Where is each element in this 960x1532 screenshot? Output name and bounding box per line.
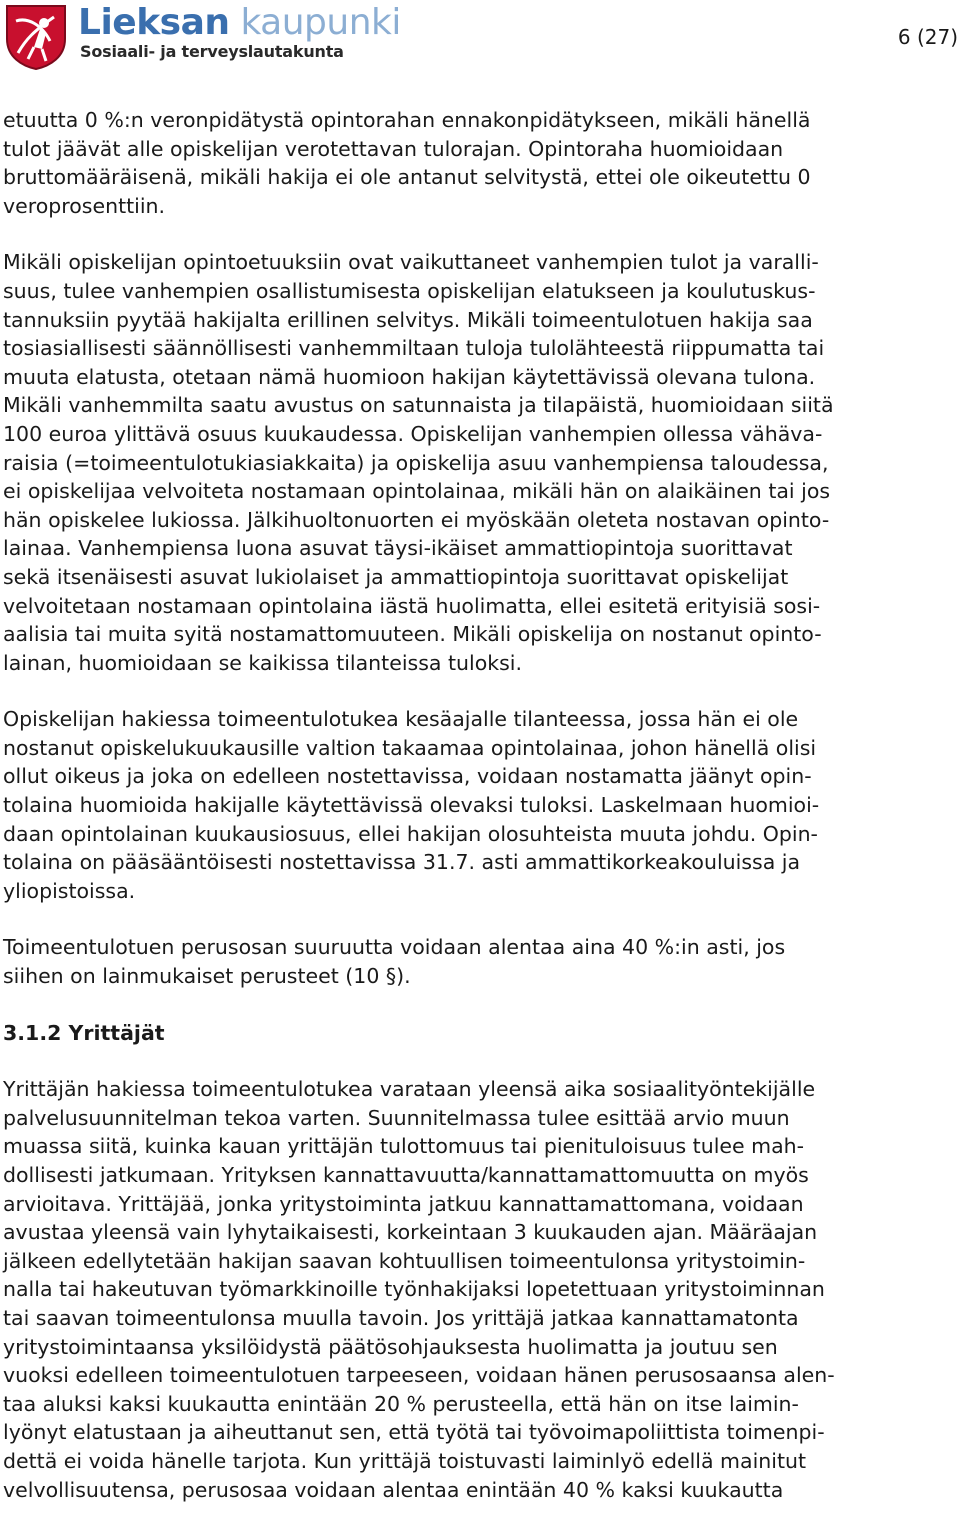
text-line: hän opiskelee lukiossa. Jälkihuoltonuorten ei myöskään oleteta nostavan opinto- xyxy=(3,507,830,532)
text-line: ei opiskelijaa velvoiteta nostamaan opintolainaa, mikäli hän on alaikäinen tai jos xyxy=(3,479,831,504)
section-heading: 3.1.2 Yrittäjät xyxy=(3,1020,165,1045)
text-line: bruttomääräisenä, mikäli hakija ei ole antanut selvitystä, ettei ole oikeutettu 0 xyxy=(3,165,811,190)
text-line: ollut oikeus ja joka on edelleen nostettavissa, voidaan nostamatta jäänyt opin- xyxy=(3,764,812,789)
text-line: palvelusuunnitelman tekoa varten. Suunnitelmassa tulee esittää arvio muun xyxy=(3,1105,790,1130)
text-line: Toimeentulotuen perusosan suuruutta voidaan alentaa aina 40 %:in asti, jos xyxy=(3,935,786,960)
text-line: etuutta 0 %:n veronpidätystä opintorahan ennakonpidätykseen, mikäli hänellä xyxy=(3,108,811,132)
paragraph-parents-income xyxy=(3,248,957,677)
text-line: lainan, huomioidaan se kaikissa tilanteissa tuloksi. xyxy=(3,650,522,675)
text-line: muassa siitä, kuinka kauan yrittäjän tulottomuus tai pienituloisuus tulee mah- xyxy=(3,1134,805,1159)
text-line: yritystoimintaansa yksilöidystä päätösohjauksesta huolimatta ja joutuu sen xyxy=(3,1334,778,1359)
text-line: nalla tai hakeutuvan työmarkkinoille työnhakijaksi lopetettuaan yritystoiminnan xyxy=(3,1277,825,1302)
text-line: muuta elatusta, otetaan nämä huomioon hakijan käytettävissä olevana tulona. xyxy=(3,364,816,389)
text-line: suus, tulee vanhempien osallistumisesta opiskelijan elatukseen ja koulutuskus- xyxy=(3,278,816,303)
text-line: tolaina huomioida hakijalle käytettävissä olevaksi tuloksi. Laskelmaan huomioi- xyxy=(3,793,820,818)
text-line: raisia (=toimeentulotukiasiakkaita) ja opiskelija asuu vanhempiensa taloudessa, xyxy=(3,450,829,475)
text-line: velvollisuutensa, perusosaa voidaan alentaa enintään 40 % kaksi kuukautta xyxy=(3,1477,784,1502)
text-line: aalisia tai muita syitä nostamattomuuteen. Mikäli opiskelija on nostanut opinto- xyxy=(3,622,822,647)
text-line: nostanut opiskelukuukausille valtion takaamaa opintolainaa, johon hänellä olisi xyxy=(3,735,817,760)
text-line: tulot jäävät alle opiskelijan verotettavan tulorajan. Opintoraha huomioidaan xyxy=(3,136,784,161)
page-number: 6 (27) xyxy=(897,25,958,49)
text-line: tosiasiallisesti säännöllisesti vanhemmiltaan tuloja tulolähteestä riippumatta tai xyxy=(3,336,825,361)
brand-name-strong: Lieksan xyxy=(78,2,230,43)
text-line: arvioitava. Yrittäjää, jonka yritystoiminta jatkuu kannattamattomana, voidaan xyxy=(3,1191,804,1216)
text-line: tannuksiin pyytää hakijalta erillinen selvitys. Mikäli toimeentulotuen hakija saa xyxy=(3,307,813,332)
text-line: tolaina on pääsääntöisesti nostettavissa 31.7. asti ammattikorkeakouluissa ja xyxy=(3,850,801,875)
text-line: 100 euroa ylittävä osuus kuukaudessa. Opiskelijan vanhempien ollessa vähäva- xyxy=(3,421,823,446)
text-line: Yrittäjän hakiessa toimeentulotukea varataan yleensä aika sosiaalityöntekijälle xyxy=(3,1077,816,1102)
paragraph-student-tax xyxy=(3,106,957,220)
text-line: jälkeen edellytetään hakijan saavan kohtuullisen toimeentulonsa yritystoimin- xyxy=(3,1248,806,1273)
text-line: veroprosenttiin. xyxy=(3,193,166,218)
paragraph-basic-reduction xyxy=(3,933,957,990)
text-line: taa aluksi kaksi kuukautta enintään 20 % perusteella, että hän on itse laimin- xyxy=(3,1391,799,1416)
brand-subtitle: Sosiaali- ja terveyslautakunta xyxy=(80,42,344,61)
text-line: lainaa. Vanhempiensa luona asuvat täysi-ikäiset ammattiopintoja suorittavat xyxy=(3,536,793,561)
paragraph-entrepreneurs xyxy=(3,1075,957,1504)
text-line: avustaa yleensä vain lyhytaikaisesti, korkeintaan 3 kuukauden ajan. Määräajan xyxy=(3,1220,818,1245)
text-line: Mikäli opiskelijan opintoetuuksiin ovat vaikuttaneet vanhempien tulot ja varalli- xyxy=(3,250,819,275)
brand-name-light: kaupunki xyxy=(240,2,401,43)
brand-name xyxy=(78,0,401,46)
page-header xyxy=(0,0,960,80)
text-line: tai saavan toimeentulonsa muulla tavoin. Jos yrittäjä jatkaa kannattamatonta xyxy=(3,1305,799,1330)
text-line: sekä itsenäisesti asuvat lukiolaiset ja ammattiopintoja suorittavat opiskelijat xyxy=(3,564,789,589)
text-line: dettä ei voida hänelle tarjota. Kun yrittäjä toistuvasti laiminlyö edellä mainitut xyxy=(3,1448,807,1473)
text-line: lyönyt elatustaan ja aiheuttanut sen, että työtä tai työvoimapoliittista toimenpi- xyxy=(3,1420,825,1445)
text-line: yliopistoissa. xyxy=(3,878,136,903)
text-line: velvoitetaan nostamaan opintolaina iästä huolimatta, ellei esitetä erityisiä sosi- xyxy=(3,593,821,618)
paragraph-summer-loan xyxy=(3,705,957,905)
text-line: dollisesti jatkumaan. Yrityksen kannattavuutta/kannattamattomuutta on myös xyxy=(3,1163,809,1187)
text-line: Mikäli vanhemmilta saatu avustus on satunnaista ja tilapäistä, huomioidaan siitä xyxy=(3,393,834,418)
text-line: daan opintolainan kuukausiosuus, ellei hakijan olosuhteista muuta johdu. Opin- xyxy=(3,821,818,846)
text-line: Opiskelijan hakiessa toimeentulotukea kesäajalle tilanteessa, jossa hän ei ole xyxy=(3,707,799,732)
shield-crest-icon xyxy=(4,3,68,71)
document-body xyxy=(3,106,957,1532)
text-line: vuoksi edelleen toimeentulotuen tarpeeseen, voidaan hänen perusosaansa alen- xyxy=(3,1363,835,1388)
text-line: siihen on lainmukaiset perusteet (10 §). xyxy=(3,964,411,989)
